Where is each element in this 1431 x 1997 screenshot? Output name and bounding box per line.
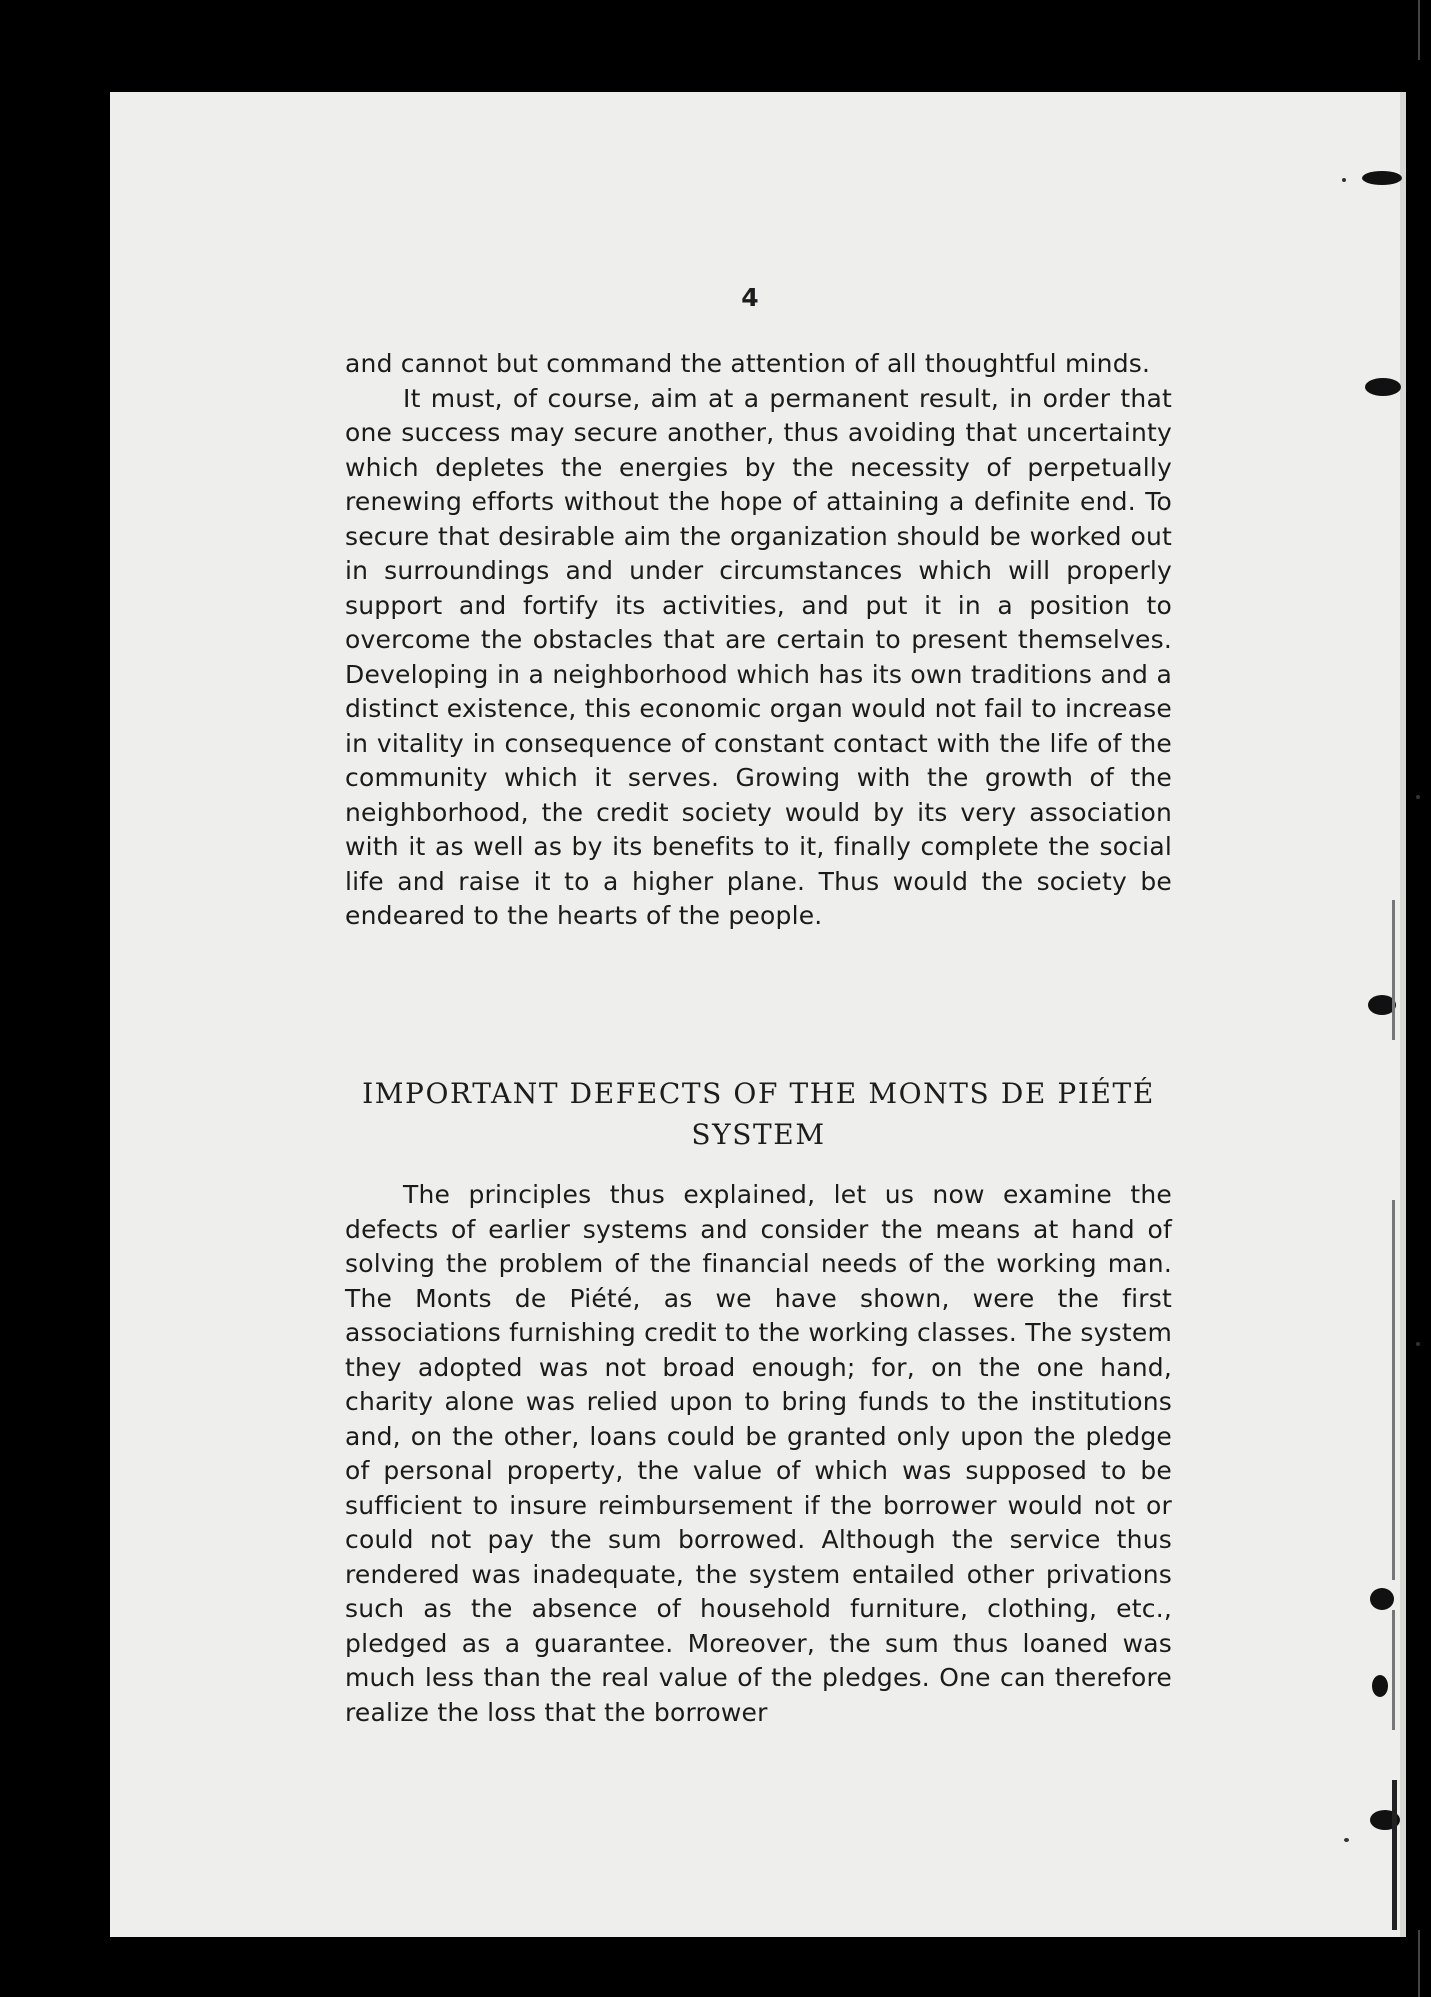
binding-line	[1392, 1610, 1395, 1730]
body-text-bottom	[345, 1178, 1172, 1730]
binding-mark	[1362, 171, 1402, 185]
scan-speck	[1416, 1342, 1420, 1346]
page-number: 4	[741, 283, 759, 312]
binding-mark	[1372, 1675, 1388, 1697]
body-text-top	[345, 347, 1172, 934]
paragraph-continuation: and cannot but command the attention of all thoughtful minds.	[345, 349, 1151, 378]
binding-line	[1392, 1780, 1397, 1930]
section-heading	[345, 1073, 1172, 1155]
section-heading-line-1: IMPORTANT DEFECTS OF THE MONTS DE PIÉTÉ	[362, 1077, 1155, 1110]
binding-line	[1392, 900, 1395, 1040]
paragraph: The principles thus explained, let us now examine the defects of earlier systems and consider the means at hand of solving the problem of the financial needs of the working man. The Monts de Piété, as we have shown, were the first associations furnishing credit to the working classes. The system they adopted was not broad enough; for, on the one hand, charity alone was relied upon to bring funds to the institutions and, on the other, loans could be granted only upon the pledge of personal property, the value of which was supposed to be sufficient to insure reimbursement if the borrower would not or could not pay the sum borrowed. Although the service thus rendered was inadequate, the system entailed other privations such as the absence of household furniture, clothing, etc., pledged as a guarantee. Moreover, the sum thus loaned was much less than the real value of the pledges. One can therefore realize the loss that the borrower	[345, 1180, 1173, 1727]
edge-line	[1418, 0, 1420, 60]
paragraph: It must, of course, aim at a permanent result, in order that one success may secure another, thus avoiding that uncertainty which depletes the energies by the necessity of perpetually renewing efforts without the hope of attaining a definite end. To secure that desirable aim the organization should be worked out in surroundings and under circumstances which will properly support and fortify its activities, and put it in a position to overcome the obstacles that are certain to present themselves. Developing in a neighborhood which has its own traditions and a distinct existence, this economic organ would not fail to increase in vitality in consequence of constant contact with the life of the community which it serves. Growing with the growth of the neighborhood, the credit society would by its very association with it as well as by its benefits to it, finally complete the social life and raise it to a higher plane. Thus would the society be endeared to the hearts of the people.	[345, 383, 1172, 930]
scan-speck	[1416, 795, 1420, 799]
scan-speck	[1344, 1838, 1349, 1842]
binding-mark	[1365, 378, 1401, 396]
binding-line	[1392, 1200, 1395, 1580]
section-heading-line-2: SYSTEM	[691, 1118, 826, 1151]
scan-speck	[1342, 178, 1346, 182]
binding-mark	[1370, 1588, 1394, 1610]
edge-line	[1418, 1930, 1420, 1997]
